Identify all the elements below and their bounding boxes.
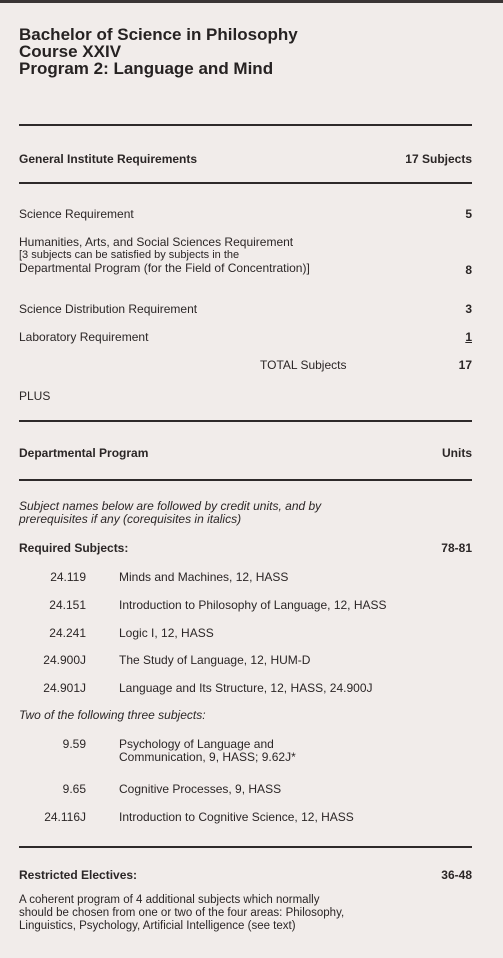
total-value: 17	[458, 358, 472, 372]
gir-item-label: Science Distribution Requirement	[19, 302, 198, 316]
total-label: TOTAL Subjects	[260, 358, 347, 372]
subject-name: Introduction to Cognitive Science, 12, HASS	[119, 810, 354, 824]
plus-label	[19, 389, 472, 403]
electives-line: A coherent program of 4 additional subjects which normally	[19, 894, 320, 906]
gir-item-label: Humanities, Arts, and Social Sciences Requirement	[19, 235, 294, 249]
electives-units: 36-48	[441, 868, 472, 882]
gir-item-value: 8	[465, 263, 472, 277]
divider	[19, 420, 472, 422]
subject-number: 24.116J	[44, 810, 86, 824]
divider	[19, 479, 472, 481]
degree-title: Bachelor of Science in Philosophy	[19, 25, 298, 44]
choose-text: Two of the following three subjects:	[19, 708, 206, 722]
divider	[19, 182, 472, 184]
divider	[19, 124, 472, 126]
gir-header-value: 17 Subjects	[405, 152, 472, 166]
electives-header	[19, 868, 472, 882]
electives-label: Restricted Electives:	[19, 868, 138, 882]
electives-line: should be chosen from one or two of the four areas: Philosophy,	[19, 907, 345, 919]
gir-item-hass	[19, 236, 472, 275]
subject-name: Language and Its Structure, 12, HASS, 24.900J	[119, 681, 373, 695]
subject-number: 24.900J	[43, 653, 86, 667]
electives-description	[19, 894, 479, 933]
gir-item-label: Departmental Program (for the Field of Concentration)]	[19, 261, 310, 275]
note-line: prerequisites if any (corequisites in italics)	[19, 512, 242, 526]
gir-item-value: 3	[465, 302, 472, 316]
program-name: Program 2: Language and Mind	[19, 59, 274, 78]
subject-number: 24.151	[49, 598, 86, 612]
subject-name: Logic I, 12, HASS	[119, 626, 214, 640]
choose-label	[19, 708, 472, 722]
dept-header-label: Departmental Program	[19, 446, 149, 460]
gir-item-distribution	[19, 302, 472, 316]
required-units: 78-81	[441, 541, 472, 555]
program-title	[19, 26, 298, 77]
subject-number: 24.241	[49, 626, 86, 640]
dept-header-value: Units	[442, 446, 472, 460]
subject-name	[119, 738, 296, 764]
subject-name: The Study of Language, 12, HUM-D	[119, 653, 311, 667]
gir-item-value: 5	[465, 207, 472, 221]
subject-name: Introduction to Philosophy of Language, 12, HASS	[119, 598, 387, 612]
gir-header	[19, 152, 472, 166]
course-number: Course XXIV	[19, 42, 122, 61]
top-border	[0, 0, 503, 3]
required-label: Required Subjects:	[19, 541, 129, 555]
subject-name-line: Psychology of Language and	[119, 737, 274, 751]
subject-name-line: Communication, 9, HASS; 9.62J*	[119, 750, 296, 764]
electives-line: Linguistics, Psychology, Artificial Intelligence (see text)	[19, 920, 296, 932]
subject-number: 24.901J	[43, 681, 86, 695]
subject-number: 9.59	[62, 737, 86, 751]
note-line: Subject names below are followed by credit units, and by	[19, 499, 322, 513]
gir-item-label: Laboratory Requirement	[19, 330, 149, 344]
subject-number: 9.65	[62, 782, 86, 796]
gir-item-lab	[19, 330, 472, 344]
gir-header-label: General Institute Requirements	[19, 152, 198, 166]
divider	[19, 846, 472, 848]
gir-item-label: Science Requirement	[19, 207, 134, 221]
subject-number: 24.119	[50, 570, 86, 584]
gir-item-label: [3 subjects can be satisfied by subjects in the	[19, 249, 240, 261]
plus-text: PLUS	[19, 389, 51, 403]
gir-item-value: 1	[465, 330, 472, 344]
dept-note	[19, 500, 472, 526]
subject-name: Minds and Machines, 12, HASS	[119, 570, 289, 584]
required-header	[19, 541, 472, 555]
subject-name: Cognitive Processes, 9, HASS	[119, 782, 282, 796]
dept-header	[19, 446, 472, 460]
gir-item-science	[19, 207, 472, 221]
